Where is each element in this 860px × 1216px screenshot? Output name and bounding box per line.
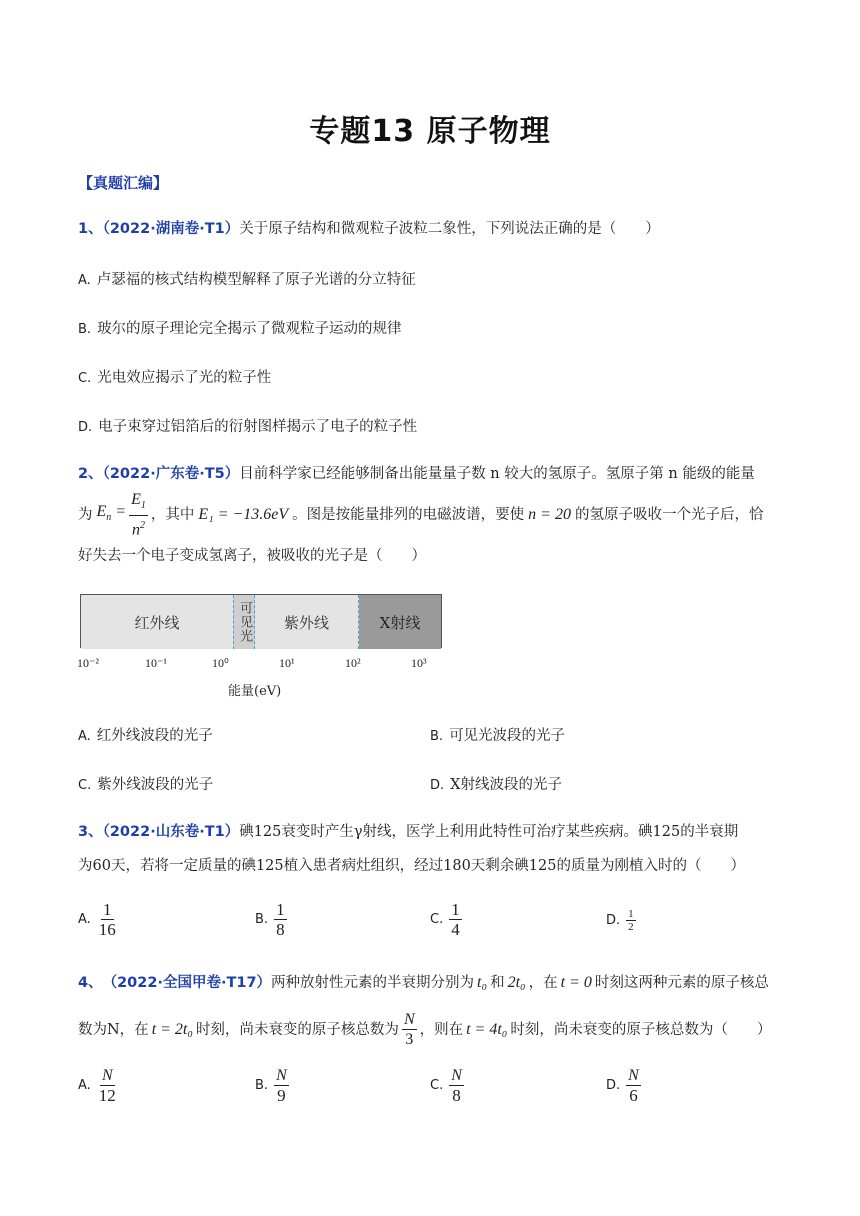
- band-xray: X射线: [359, 595, 441, 649]
- q3-option-c[interactable]: C. $\frac{1}{4}$: [430, 900, 460, 939]
- q3-option-b[interactable]: B. $\frac{1}{8}$: [255, 900, 285, 939]
- page-title: 专题13 原子物理: [309, 114, 551, 149]
- question-2-line2: 为 $E_n$ = $\frac{E_1}{n^2}$ ，其中 E₁ = −13.6eV 。图是按能量排列的电磁波谱，要使 n = 20 的氢原子吸收一个光子后，恰: [78, 491, 764, 539]
- q4-number: 4、: [78, 975, 103, 991]
- q1-source: （2022·湖南卷·T1）: [102, 221, 240, 237]
- question-2-line1: 2、（2022·广东卷·T5）目前科学家已经能够制备出能量量子数 n 较大的氢原子。氢原子第 n 能级的能量: [78, 466, 755, 482]
- q4-option-a[interactable]: A. $\frac{N}{12}$: [78, 1067, 116, 1105]
- tick-label: 10³: [411, 656, 427, 670]
- q2-number: 2、: [78, 466, 103, 482]
- question-3-line2: 为60天，若将一定质量的碘125植入患者病灶组织，经过180天剩余碘125的质量为刚植入时的（ ）: [78, 858, 745, 874]
- tick-label: 10⁰: [212, 656, 229, 670]
- q4-option-b[interactable]: B. $\frac{N}{9}$: [255, 1067, 287, 1105]
- question-4-line1: 4、 （2022·全国甲卷·T17） 两种放射性元素的半衰期分别为 t₀ 和 2t₀ ，在 t = 0 时刻这两种元素的原子核总: [78, 972, 808, 994]
- em-spectrum-diagram: [80, 594, 442, 648]
- question-2-line3: 好失去一个电子变成氢离子，被吸收的光子是（ ）: [78, 548, 426, 564]
- q4-option-c[interactable]: C. $\frac{N}{8}$: [430, 1067, 462, 1105]
- question-3-line1: 3、（2022·山东卷·T1）碘125衰变时产生γ射线，医学上利用此特性可治疗某些疾病。碘125的半衰期: [78, 824, 739, 840]
- n-value: n = 20: [528, 505, 571, 523]
- tick-label: 10²: [345, 656, 361, 670]
- band-visible: 可见光: [233, 595, 255, 649]
- band-ultraviolet: 紫外线: [255, 595, 359, 649]
- question-4-line2: 数为N，在 t = 2t₀ 时刻，尚未衰变的原子核总数为 $\frac{N}{3}$ ，则在 t = 4t₀ 时刻，尚未衰变的原子核总数为（ ）: [78, 1011, 772, 1048]
- axis-label: 能量(eV): [228, 684, 282, 699]
- q1-number: 1、: [78, 221, 103, 237]
- energy-formula: $E_n$ =: [96, 502, 127, 523]
- q4-source: （2022·全国甲卷·T17）: [102, 975, 272, 991]
- q1-option-b[interactable]: B. 玻尔的原子理论完全揭示了微观粒子运动的规律: [78, 321, 402, 337]
- q2-option-d[interactable]: D. X射线波段的光子: [430, 777, 562, 793]
- question-1: [78, 218, 798, 240]
- q3-source: （2022·山东卷·T1）: [102, 824, 240, 840]
- q1-stem: 关于原子结构和微观粒子波粒二象性，下列说法正确的是（ ）: [239, 221, 660, 237]
- q2-source: （2022·广东卷·T5）: [102, 466, 240, 482]
- tick-label: 10⁻¹: [145, 656, 167, 670]
- e1-value: E₁ = −13.6eV: [198, 505, 289, 523]
- q1-option-d[interactable]: D. 电子束穿过铝箔后的衍射图样揭示了电子的粒子性: [78, 419, 418, 435]
- q4-option-d[interactable]: D. $\frac{N}{6}$: [606, 1067, 639, 1105]
- section-heading: 【真题汇编】: [78, 174, 169, 192]
- q3-option-d[interactable]: D. $\frac{1}{2}$: [606, 908, 634, 933]
- q2-option-b[interactable]: B. 可见光波段的光子: [430, 728, 566, 744]
- band-infrared: 红外线: [81, 595, 233, 649]
- q1-option-c[interactable]: C. 光电效应揭示了光的粒子性: [78, 370, 272, 386]
- tick-label: 10¹: [279, 656, 295, 670]
- q3-number: 3、: [78, 824, 103, 840]
- q3-option-a[interactable]: A. $\frac{1}{16}$: [78, 900, 116, 939]
- tick-label: 10⁻²: [77, 656, 99, 670]
- q1-option-a[interactable]: A. 卢瑟福的核式结构模型解释了原子光谱的分立特征: [78, 272, 416, 288]
- energy-formula-fraction: $\frac{E_1}{n^2}$: [131, 491, 146, 539]
- q2-option-c[interactable]: C. 紫外线波段的光子: [78, 777, 214, 793]
- q2-option-a[interactable]: A. 红外线波段的光子: [78, 728, 213, 744]
